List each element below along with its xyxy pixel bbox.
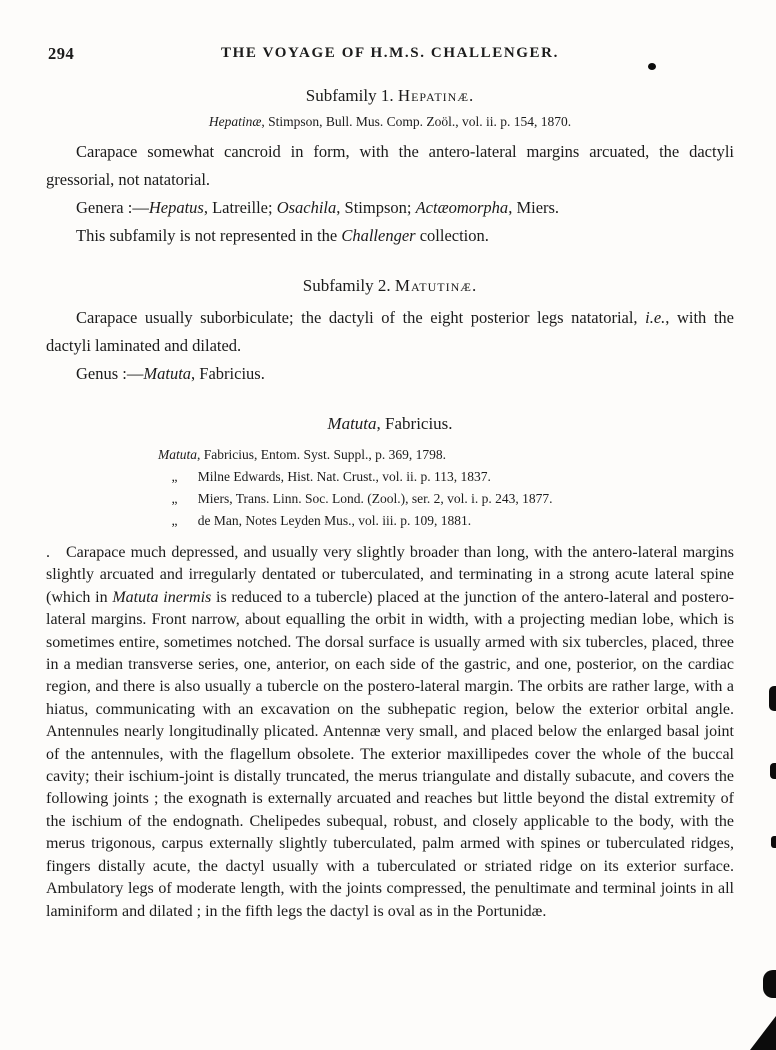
page-header (46, 44, 734, 64)
page-number: 294 (48, 44, 75, 63)
subfamily-1-genera-line: Genera :—Hepatus, Latreille; Osachila, Stimpson; Actæomorpha, Miers. (76, 198, 560, 217)
scan-artifact (770, 763, 776, 779)
citation-line: „ Milne Edwards, Hist. Nat. Crust., vol. ii. p. 113, 1837. (158, 469, 491, 484)
subfamily-1-heading: Subfamily 1. Hepatinæ. (305, 86, 475, 105)
scan-artifact (763, 970, 776, 998)
scan-artifact (771, 836, 776, 848)
citation-line: Matuta, Fabricius, Entom. Syst. Suppl., p. 369, 1798. (158, 447, 447, 462)
subfamily-2-paragraph-1: Carapace usually suborbiculate; the dactyli of the eight posterior legs natatorial, i.e., with the dactyli laminated and dilated. (46, 308, 734, 355)
citation-line: „ de Man, Notes Leyden Mus., vol. iii. p. 109, 1881. (158, 513, 472, 528)
scan-artifact (648, 63, 656, 70)
subfamily-2-heading: Subfamily 2. Matutinæ. (302, 276, 478, 295)
subfamily-1-citation: Hepatinæ, Stimpson, Bull. Mus. Comp. Zoöl., vol. ii. p. 154, 1870. (208, 114, 572, 129)
page-content (46, 44, 734, 923)
running-title: THE VOYAGE OF H.M.S. CHALLENGER. (221, 45, 559, 61)
scan-artifact (750, 1016, 776, 1050)
matuta-heading: Matuta, Fabricius. (327, 414, 453, 433)
matuta-citation-list (158, 444, 734, 532)
subfamily-2-genus-line: Genus :—Matuta, Fabricius. (76, 364, 265, 383)
matuta-description-paragraph: . Carapace much depressed, and usually very slightly broader than long, with the antero-lateral margins slightly arcuated and irregularly dentated or tuberculated, and terminating in a strong acute lateral spine (which in Matuta inermis is reduced to a tubercle) placed at the junction of the antero-lateral and postero-lateral margins. Front narrow, about equalling the orbit in width, with a projecting median lobe, which is sometimes entire, sometimes notched. The dorsal surface is usually armed with six tubercles, placed, three in a median transverse series, one, anterior, on each side of the gastric, and one, posterior, on the cardiac region, and there is also usually a tubercle on the postero-lateral margin. The orbits are rather large, with a hiatus, communicating with an excavation on the subhepatic region, below the exterior orbital angle. Antennules nearly longitudinally plicated. Antennæ very small, and placed below the enlarged basal joint of the antennules, with the flagellum obsolete. The exterior maxillipedes cover the whole of the buccal cavity; their ischium-joint is distally truncated, the merus triangulate and distally subacute, and covers the following joints ; the exognath is externally arcuated and reaches but little beyond the distal extremity of the ischium of the endognath. Chelipedes subequal, robust, and closely applicable to the body, with the merus trigonous, carpus externally slightly tuberculated, palm armed with spines or tuberculated ridges, fingers distally acute, the dactyl usually with a tuberculated or striated ridge on its exterior surface. Ambulatory legs of moderate length, with the joints compressed, the penultimate and terminal joints in all laminiform and dilated ; in the fifth legs the dactyl is oval as in the Portunidæ. (46, 544, 735, 920)
citation-line: „ Miers, Trans. Linn. Soc. Lond. (Zool.), ser. 2, vol. i. p. 243, 1877. (158, 491, 553, 506)
subfamily-1-note-line: This subfamily is not represented in the Challenger collection. (76, 226, 489, 245)
subfamily-1-paragraph-1: Carapace somewhat cancroid in form, with the antero-lateral margins arcuated, the dactyli gressorial, not natatorial. (46, 142, 734, 189)
scan-artifact (769, 686, 776, 711)
